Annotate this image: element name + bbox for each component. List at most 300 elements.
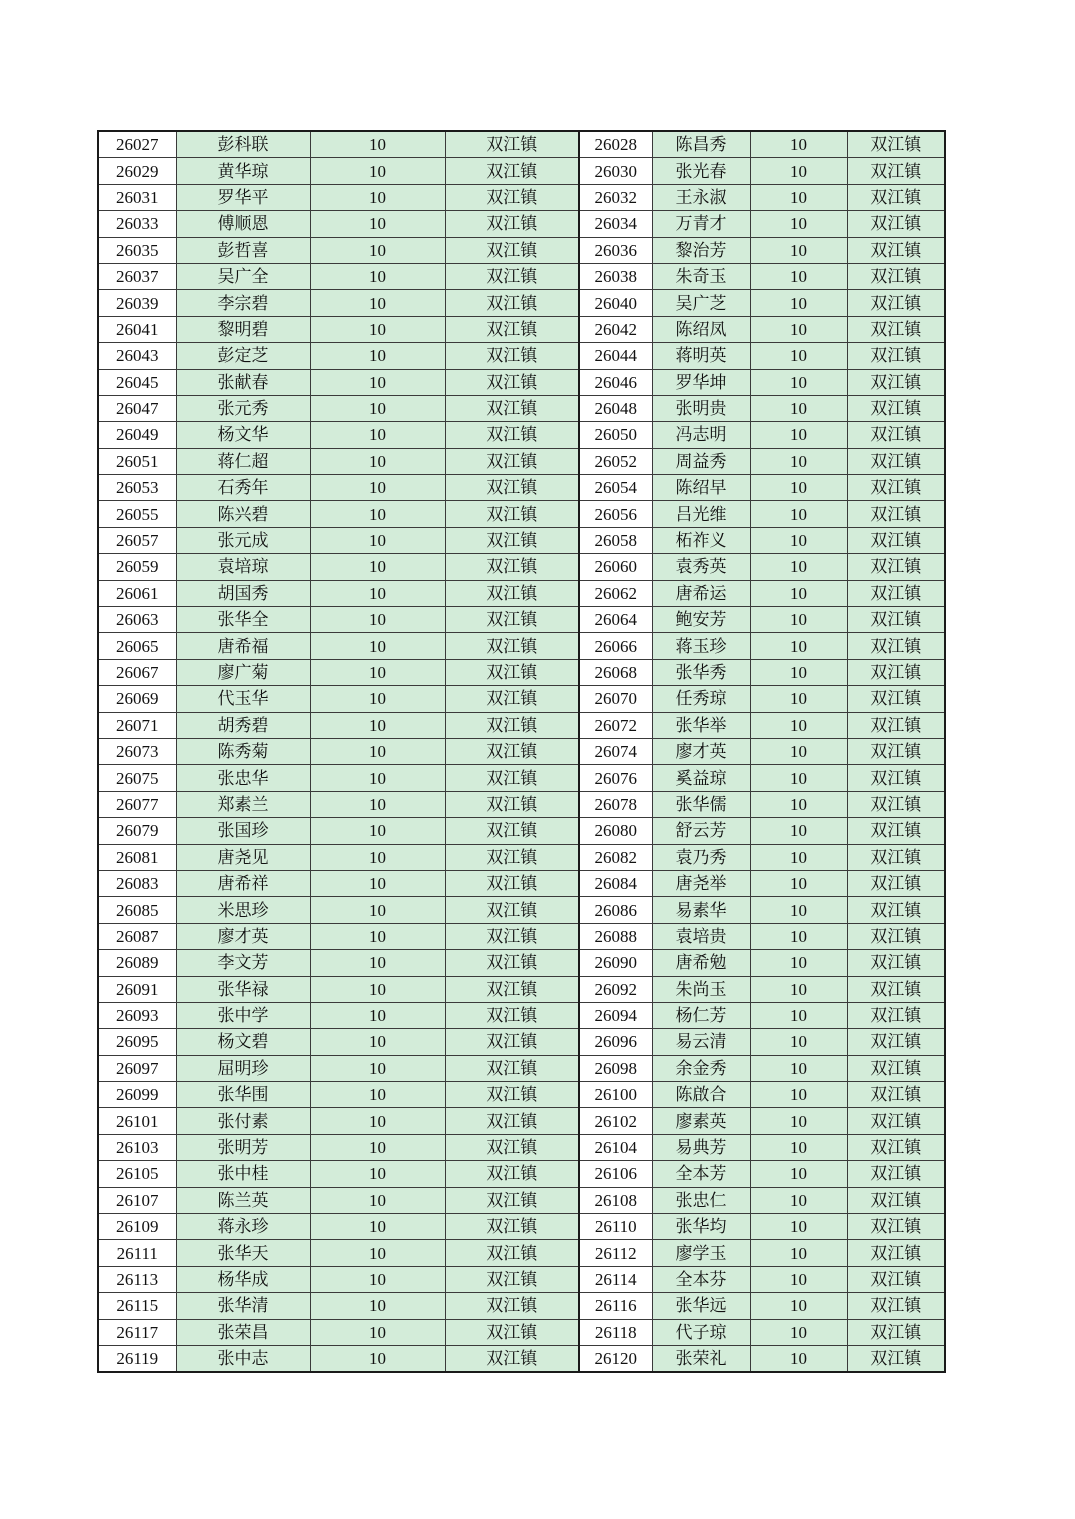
right-name-cell: 张荣礼	[652, 1345, 750, 1372]
right-id-cell: 26078	[579, 791, 652, 817]
right-name-cell: 廖学玉	[652, 1240, 750, 1266]
left-town-cell: 双江镇	[445, 475, 579, 501]
left-amount-cell: 10	[310, 791, 445, 817]
left-name-cell: 张华围	[176, 1082, 310, 1108]
right-name-cell: 蒋玉珍	[652, 633, 750, 659]
left-amount-cell: 10	[310, 211, 445, 237]
table-row	[98, 607, 945, 633]
right-town-cell: 双江镇	[847, 791, 945, 817]
right-town-cell: 双江镇	[847, 316, 945, 342]
left-amount-cell: 10	[310, 422, 445, 448]
left-town-cell: 双江镇	[445, 923, 579, 949]
right-amount-cell: 10	[750, 475, 847, 501]
left-id-cell: 26049	[98, 422, 176, 448]
table-row	[98, 1055, 945, 1081]
right-amount-cell: 10	[750, 1293, 847, 1319]
left-name-cell: 袁培琼	[176, 554, 310, 580]
right-name-cell: 唐希勉	[652, 950, 750, 976]
left-amount-cell: 10	[310, 1240, 445, 1266]
left-amount-cell: 10	[310, 1161, 445, 1187]
right-id-cell: 26054	[579, 475, 652, 501]
left-amount-cell: 10	[310, 897, 445, 923]
roster-table-body	[98, 131, 945, 1372]
right-amount-cell: 10	[750, 870, 847, 896]
right-amount-cell: 10	[750, 765, 847, 791]
right-amount-cell: 10	[750, 1266, 847, 1292]
left-amount-cell: 10	[310, 950, 445, 976]
table-row	[98, 791, 945, 817]
right-amount-cell: 10	[750, 501, 847, 527]
table-row	[98, 765, 945, 791]
table-row	[98, 475, 945, 501]
left-id-cell: 26065	[98, 633, 176, 659]
right-town-cell: 双江镇	[847, 765, 945, 791]
right-amount-cell: 10	[750, 976, 847, 1002]
left-amount-cell: 10	[310, 475, 445, 501]
table-row	[98, 1161, 945, 1187]
right-amount-cell: 10	[750, 1134, 847, 1160]
right-id-cell: 26032	[579, 184, 652, 210]
left-name-cell: 杨文华	[176, 422, 310, 448]
left-town-cell: 双江镇	[445, 1214, 579, 1240]
right-id-cell: 26092	[579, 976, 652, 1002]
right-town-cell: 双江镇	[847, 158, 945, 184]
right-name-cell: 张明贵	[652, 395, 750, 421]
left-id-cell: 26097	[98, 1055, 176, 1081]
left-town-cell: 双江镇	[445, 818, 579, 844]
right-amount-cell: 10	[750, 1029, 847, 1055]
table-row	[98, 1266, 945, 1292]
table-row	[98, 712, 945, 738]
left-name-cell: 张中学	[176, 1002, 310, 1028]
right-amount-cell: 10	[750, 633, 847, 659]
left-town-cell: 双江镇	[445, 1134, 579, 1160]
right-town-cell: 双江镇	[847, 1002, 945, 1028]
right-name-cell: 张华远	[652, 1293, 750, 1319]
right-amount-cell: 10	[750, 791, 847, 817]
left-amount-cell: 10	[310, 580, 445, 606]
left-id-cell: 26117	[98, 1319, 176, 1345]
left-name-cell: 黎明碧	[176, 316, 310, 342]
left-id-cell: 26069	[98, 686, 176, 712]
right-id-cell: 26060	[579, 554, 652, 580]
right-id-cell: 26072	[579, 712, 652, 738]
table-row	[98, 554, 945, 580]
right-town-cell: 双江镇	[847, 1187, 945, 1213]
table-row	[98, 158, 945, 184]
left-name-cell: 张元秀	[176, 395, 310, 421]
left-amount-cell: 10	[310, 316, 445, 342]
left-id-cell: 26107	[98, 1187, 176, 1213]
right-name-cell: 王永淑	[652, 184, 750, 210]
left-amount-cell: 10	[310, 263, 445, 289]
left-name-cell: 李宗碧	[176, 290, 310, 316]
right-town-cell: 双江镇	[847, 395, 945, 421]
left-id-cell: 26101	[98, 1108, 176, 1134]
left-id-cell: 26113	[98, 1266, 176, 1292]
right-town-cell: 双江镇	[847, 1082, 945, 1108]
left-town-cell: 双江镇	[445, 448, 579, 474]
left-name-cell: 石秀年	[176, 475, 310, 501]
left-name-cell: 屈明珍	[176, 1055, 310, 1081]
right-name-cell: 张华秀	[652, 659, 750, 685]
left-name-cell: 陈兰英	[176, 1187, 310, 1213]
table-row	[98, 343, 945, 369]
table-row	[98, 976, 945, 1002]
right-amount-cell: 10	[750, 1082, 847, 1108]
right-id-cell: 26068	[579, 659, 652, 685]
left-name-cell: 代玉华	[176, 686, 310, 712]
right-town-cell: 双江镇	[847, 422, 945, 448]
right-amount-cell: 10	[750, 395, 847, 421]
right-town-cell: 双江镇	[847, 633, 945, 659]
left-name-cell: 米思珍	[176, 897, 310, 923]
left-id-cell: 26075	[98, 765, 176, 791]
right-id-cell: 26062	[579, 580, 652, 606]
right-amount-cell: 10	[750, 1187, 847, 1213]
table-row	[98, 633, 945, 659]
left-town-cell: 双江镇	[445, 395, 579, 421]
right-id-cell: 26114	[579, 1266, 652, 1292]
right-name-cell: 万青才	[652, 211, 750, 237]
left-town-cell: 双江镇	[445, 765, 579, 791]
left-name-cell: 张国珍	[176, 818, 310, 844]
left-amount-cell: 10	[310, 607, 445, 633]
right-id-cell: 26048	[579, 395, 652, 421]
left-name-cell: 彭哲喜	[176, 237, 310, 263]
left-amount-cell: 10	[310, 395, 445, 421]
left-name-cell: 张中桂	[176, 1161, 310, 1187]
right-id-cell: 26058	[579, 527, 652, 553]
right-id-cell: 26076	[579, 765, 652, 791]
left-id-cell: 26033	[98, 211, 176, 237]
right-name-cell: 陈绍早	[652, 475, 750, 501]
left-amount-cell: 10	[310, 554, 445, 580]
right-town-cell: 双江镇	[847, 131, 945, 158]
right-town-cell: 双江镇	[847, 1108, 945, 1134]
left-town-cell: 双江镇	[445, 343, 579, 369]
left-town-cell: 双江镇	[445, 712, 579, 738]
table-row	[98, 501, 945, 527]
left-amount-cell: 10	[310, 527, 445, 553]
left-id-cell: 26087	[98, 923, 176, 949]
right-amount-cell: 10	[750, 211, 847, 237]
right-town-cell: 双江镇	[847, 1266, 945, 1292]
right-name-cell: 张华儒	[652, 791, 750, 817]
left-town-cell: 双江镇	[445, 237, 579, 263]
right-town-cell: 双江镇	[847, 738, 945, 764]
left-id-cell: 26089	[98, 950, 176, 976]
right-id-cell: 26100	[579, 1082, 652, 1108]
table-row	[98, 686, 945, 712]
table-row	[98, 818, 945, 844]
right-id-cell: 26096	[579, 1029, 652, 1055]
left-amount-cell: 10	[310, 501, 445, 527]
left-amount-cell: 10	[310, 923, 445, 949]
right-town-cell: 双江镇	[847, 501, 945, 527]
left-id-cell: 26043	[98, 343, 176, 369]
right-town-cell: 双江镇	[847, 1240, 945, 1266]
right-id-cell: 26102	[579, 1108, 652, 1134]
left-name-cell: 张华禄	[176, 976, 310, 1002]
left-id-cell: 26081	[98, 844, 176, 870]
right-amount-cell: 10	[750, 950, 847, 976]
right-id-cell: 26098	[579, 1055, 652, 1081]
left-town-cell: 双江镇	[445, 659, 579, 685]
left-town-cell: 双江镇	[445, 633, 579, 659]
right-town-cell: 双江镇	[847, 844, 945, 870]
roster-table	[97, 130, 946, 1373]
right-town-cell: 双江镇	[847, 659, 945, 685]
right-town-cell: 双江镇	[847, 818, 945, 844]
left-amount-cell: 10	[310, 1082, 445, 1108]
right-town-cell: 双江镇	[847, 1161, 945, 1187]
left-amount-cell: 10	[310, 686, 445, 712]
right-id-cell: 26050	[579, 422, 652, 448]
left-amount-cell: 10	[310, 1187, 445, 1213]
left-amount-cell: 10	[310, 818, 445, 844]
left-id-cell: 26037	[98, 263, 176, 289]
right-town-cell: 双江镇	[847, 712, 945, 738]
left-amount-cell: 10	[310, 712, 445, 738]
table-row	[98, 211, 945, 237]
left-town-cell: 双江镇	[445, 870, 579, 896]
left-id-cell: 26053	[98, 475, 176, 501]
right-name-cell: 廖才英	[652, 738, 750, 764]
right-amount-cell: 10	[750, 554, 847, 580]
right-name-cell: 黎治芳	[652, 237, 750, 263]
left-town-cell: 双江镇	[445, 501, 579, 527]
right-id-cell: 26086	[579, 897, 652, 923]
right-town-cell: 双江镇	[847, 1293, 945, 1319]
right-id-cell: 26046	[579, 369, 652, 395]
right-name-cell: 唐尧举	[652, 870, 750, 896]
table-row	[98, 395, 945, 421]
left-id-cell: 26093	[98, 1002, 176, 1028]
left-id-cell: 26099	[98, 1082, 176, 1108]
left-amount-cell: 10	[310, 844, 445, 870]
right-id-cell: 26090	[579, 950, 652, 976]
table-row	[98, 1134, 945, 1160]
right-amount-cell: 10	[750, 818, 847, 844]
right-id-cell: 26038	[579, 263, 652, 289]
right-amount-cell: 10	[750, 316, 847, 342]
left-id-cell: 26045	[98, 369, 176, 395]
right-id-cell: 26104	[579, 1134, 652, 1160]
table-row	[98, 1187, 945, 1213]
left-town-cell: 双江镇	[445, 1108, 579, 1134]
right-name-cell: 袁乃秀	[652, 844, 750, 870]
left-amount-cell: 10	[310, 1029, 445, 1055]
right-amount-cell: 10	[750, 686, 847, 712]
right-amount-cell: 10	[750, 712, 847, 738]
right-amount-cell: 10	[750, 1214, 847, 1240]
left-id-cell: 26111	[98, 1240, 176, 1266]
right-amount-cell: 10	[750, 343, 847, 369]
left-amount-cell: 10	[310, 1108, 445, 1134]
table-row	[98, 1082, 945, 1108]
table-row	[98, 1214, 945, 1240]
left-name-cell: 蒋永珍	[176, 1214, 310, 1240]
left-name-cell: 张华全	[176, 607, 310, 633]
left-id-cell: 26083	[98, 870, 176, 896]
right-name-cell: 袁培贵	[652, 923, 750, 949]
table-row	[98, 1002, 945, 1028]
left-id-cell: 26035	[98, 237, 176, 263]
right-name-cell: 陈昌秀	[652, 131, 750, 158]
right-name-cell: 廖素英	[652, 1108, 750, 1134]
right-name-cell: 鲍安芳	[652, 607, 750, 633]
left-amount-cell: 10	[310, 659, 445, 685]
left-name-cell: 胡国秀	[176, 580, 310, 606]
table-row	[98, 923, 945, 949]
right-name-cell: 吕光维	[652, 501, 750, 527]
left-town-cell: 双江镇	[445, 738, 579, 764]
left-amount-cell: 10	[310, 131, 445, 158]
left-id-cell: 26063	[98, 607, 176, 633]
right-name-cell: 奚益琼	[652, 765, 750, 791]
right-town-cell: 双江镇	[847, 1029, 945, 1055]
right-id-cell: 26028	[579, 131, 652, 158]
left-amount-cell: 10	[310, 1293, 445, 1319]
right-town-cell: 双江镇	[847, 870, 945, 896]
left-id-cell: 26071	[98, 712, 176, 738]
right-amount-cell: 10	[750, 131, 847, 158]
left-name-cell: 郑素兰	[176, 791, 310, 817]
right-town-cell: 双江镇	[847, 184, 945, 210]
right-town-cell: 双江镇	[847, 369, 945, 395]
left-name-cell: 彭定芝	[176, 343, 310, 369]
right-town-cell: 双江镇	[847, 211, 945, 237]
left-town-cell: 双江镇	[445, 422, 579, 448]
left-name-cell: 张中志	[176, 1345, 310, 1372]
left-town-cell: 双江镇	[445, 1293, 579, 1319]
left-town-cell: 双江镇	[445, 527, 579, 553]
left-amount-cell: 10	[310, 1214, 445, 1240]
left-amount-cell: 10	[310, 870, 445, 896]
right-name-cell: 袁秀英	[652, 554, 750, 580]
left-amount-cell: 10	[310, 1345, 445, 1372]
left-town-cell: 双江镇	[445, 263, 579, 289]
left-town-cell: 双江镇	[445, 554, 579, 580]
right-town-cell: 双江镇	[847, 580, 945, 606]
left-amount-cell: 10	[310, 1319, 445, 1345]
table-row	[98, 527, 945, 553]
right-name-cell: 舒云芳	[652, 818, 750, 844]
left-id-cell: 26077	[98, 791, 176, 817]
right-town-cell: 双江镇	[847, 527, 945, 553]
right-amount-cell: 10	[750, 1161, 847, 1187]
right-name-cell: 全本芳	[652, 1161, 750, 1187]
right-town-cell: 双江镇	[847, 475, 945, 501]
right-amount-cell: 10	[750, 1319, 847, 1345]
left-id-cell: 26055	[98, 501, 176, 527]
right-amount-cell: 10	[750, 1345, 847, 1372]
right-id-cell: 26030	[579, 158, 652, 184]
left-town-cell: 双江镇	[445, 686, 579, 712]
left-id-cell: 26105	[98, 1161, 176, 1187]
left-name-cell: 张华清	[176, 1293, 310, 1319]
right-town-cell: 双江镇	[847, 237, 945, 263]
left-town-cell: 双江镇	[445, 844, 579, 870]
right-id-cell: 26044	[579, 343, 652, 369]
right-id-cell: 26034	[579, 211, 652, 237]
right-id-cell: 26056	[579, 501, 652, 527]
right-name-cell: 易典芳	[652, 1134, 750, 1160]
left-name-cell: 吴广全	[176, 263, 310, 289]
left-id-cell: 26061	[98, 580, 176, 606]
left-town-cell: 双江镇	[445, 1345, 579, 1372]
left-town-cell: 双江镇	[445, 316, 579, 342]
table-row	[98, 580, 945, 606]
table-row	[98, 950, 945, 976]
right-name-cell: 罗华坤	[652, 369, 750, 395]
right-id-cell: 26108	[579, 1187, 652, 1213]
right-id-cell: 26120	[579, 1345, 652, 1372]
left-name-cell: 杨华成	[176, 1266, 310, 1292]
right-id-cell: 26042	[579, 316, 652, 342]
left-name-cell: 杨文碧	[176, 1029, 310, 1055]
right-name-cell: 易素华	[652, 897, 750, 923]
left-id-cell: 26073	[98, 738, 176, 764]
table-row	[98, 1029, 945, 1055]
right-id-cell: 26110	[579, 1214, 652, 1240]
left-town-cell: 双江镇	[445, 1082, 579, 1108]
right-town-cell: 双江镇	[847, 1134, 945, 1160]
left-id-cell: 26039	[98, 290, 176, 316]
right-name-cell: 任秀琼	[652, 686, 750, 712]
right-amount-cell: 10	[750, 844, 847, 870]
left-name-cell: 张明芳	[176, 1134, 310, 1160]
left-town-cell: 双江镇	[445, 1187, 579, 1213]
left-amount-cell: 10	[310, 448, 445, 474]
left-name-cell: 蒋仁超	[176, 448, 310, 474]
table-row	[98, 316, 945, 342]
left-id-cell: 26041	[98, 316, 176, 342]
right-name-cell: 蒋明英	[652, 343, 750, 369]
left-name-cell: 张华天	[176, 1240, 310, 1266]
left-id-cell: 26067	[98, 659, 176, 685]
right-id-cell: 26084	[579, 870, 652, 896]
left-name-cell: 罗华平	[176, 184, 310, 210]
left-town-cell: 双江镇	[445, 607, 579, 633]
right-name-cell: 全本芬	[652, 1266, 750, 1292]
left-town-cell: 双江镇	[445, 1029, 579, 1055]
table-row	[98, 1319, 945, 1345]
right-name-cell: 杨仁芳	[652, 1002, 750, 1028]
right-town-cell: 双江镇	[847, 976, 945, 1002]
left-id-cell: 26059	[98, 554, 176, 580]
right-town-cell: 双江镇	[847, 686, 945, 712]
left-town-cell: 双江镇	[445, 131, 579, 158]
right-id-cell: 26112	[579, 1240, 652, 1266]
left-town-cell: 双江镇	[445, 211, 579, 237]
left-amount-cell: 10	[310, 1055, 445, 1081]
left-name-cell: 傅顺恩	[176, 211, 310, 237]
table-row	[98, 738, 945, 764]
left-amount-cell: 10	[310, 633, 445, 659]
left-name-cell: 张献春	[176, 369, 310, 395]
left-amount-cell: 10	[310, 290, 445, 316]
left-town-cell: 双江镇	[445, 184, 579, 210]
right-name-cell: 柘祚义	[652, 527, 750, 553]
right-amount-cell: 10	[750, 184, 847, 210]
table-row	[98, 1240, 945, 1266]
left-name-cell: 彭科联	[176, 131, 310, 158]
left-name-cell: 廖才英	[176, 923, 310, 949]
left-town-cell: 双江镇	[445, 791, 579, 817]
right-id-cell: 26088	[579, 923, 652, 949]
